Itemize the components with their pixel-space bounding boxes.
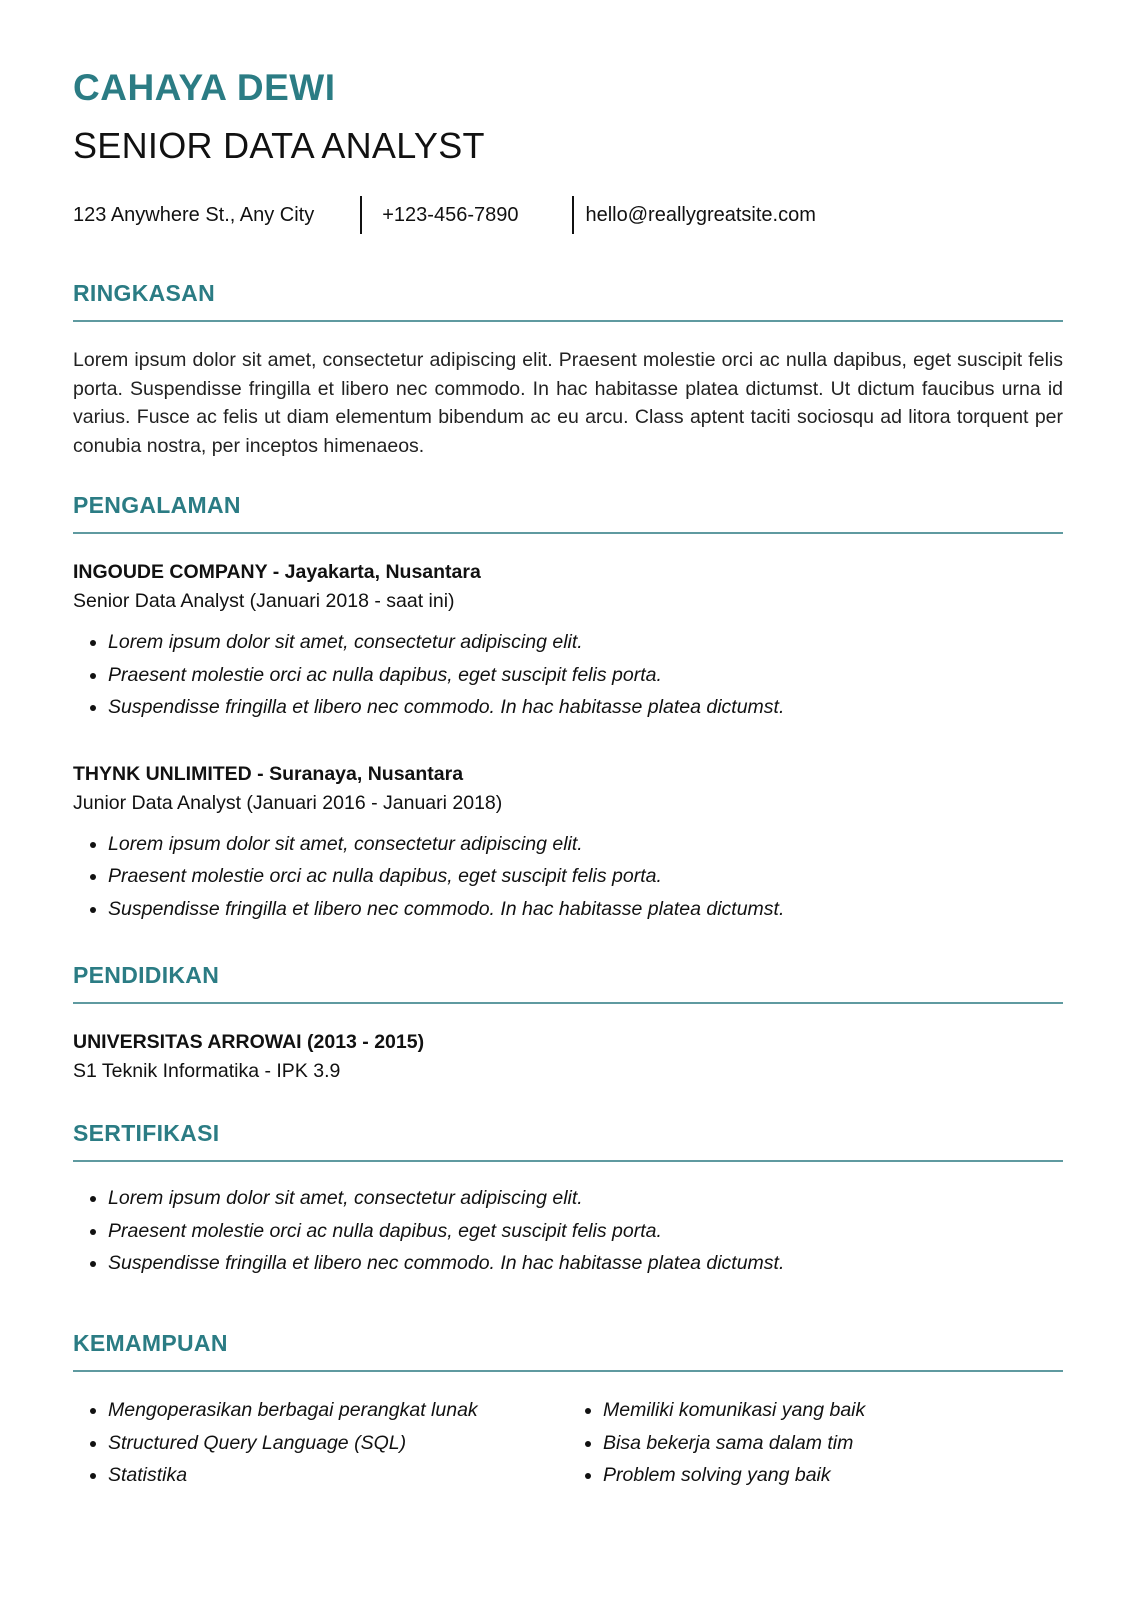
- list-item: Bisa bekerja sama dalam tim: [603, 1427, 1063, 1460]
- job-entry: [73, 558, 1063, 724]
- list-item: Suspendisse fringilla et libero nec commodo. In hac habitasse platea dictumst.: [108, 1247, 1063, 1280]
- list-item: Praesent molestie orci ac nulla dapibus, eget suscipit felis porta.: [108, 1215, 1063, 1248]
- list-item: Praesent molestie orci ac nulla dapibus, eget suscipit felis porta.: [108, 860, 1063, 893]
- job-bullets: [73, 626, 1063, 724]
- list-item: Mengoperasikan berbagai perangkat lunak: [108, 1394, 568, 1427]
- candidate-name: CAHAYA DEWI: [73, 67, 336, 108]
- certification-section: [73, 1118, 1063, 1280]
- job-company: THYNK UNLIMITED - Suranaya, Nusantara: [73, 762, 464, 785]
- job-role: Junior Data Analyst (Januari 2016 - Januari 2018): [73, 791, 503, 814]
- contact-address: 123 Anywhere St., Any City: [73, 203, 315, 226]
- skills-list-left: [73, 1394, 568, 1492]
- education-degree: S1 Teknik Informatika - IPK 3.9: [73, 1060, 341, 1082]
- education-school: UNIVERSITAS ARROWAI (2013 - 2015): [73, 1031, 425, 1053]
- list-item: Lorem ipsum dolor sit amet, consectetur adipiscing elit.: [108, 626, 1063, 659]
- section-rule: [73, 1002, 1063, 1004]
- section-rule: [73, 532, 1063, 534]
- certification-bullets: [73, 1182, 1063, 1280]
- summary-text: Lorem ipsum dolor sit amet, consectetur adipiscing elit. Praesent molestie orci ac nulla dapibus, eget suscipit felis porta. Suspendisse fringilla et libero nec commodo. In hac habitasse platea dictumst. Ut dictum faucibus urna id varius. Fusce ac felis ut diam elementum bibendum ac eu arcu. Class aptent taciti sociosqu ad litora torquent per conubia nostra, per inceptos himenaeos.: [73, 349, 1063, 457]
- skills-columns: [73, 1394, 1063, 1492]
- education-section: [73, 960, 1063, 1086]
- list-item: Lorem ipsum dolor sit amet, consectetur adipiscing elit.: [108, 828, 1063, 861]
- contact-row: [73, 196, 816, 234]
- contact-divider: [360, 196, 362, 234]
- section-heading-summary: RINGKASAN: [73, 280, 215, 306]
- job-entry: [73, 760, 1063, 926]
- section-heading-skills: KEMAMPUAN: [73, 1330, 228, 1356]
- skills-list-right: [568, 1394, 1063, 1492]
- list-item: Problem solving yang baik: [603, 1459, 1063, 1492]
- contact-phone: +123-456-7890: [382, 203, 519, 226]
- skills-section: [73, 1328, 1063, 1492]
- list-item: Lorem ipsum dolor sit amet, consectetur adipiscing elit.: [108, 1182, 1063, 1215]
- summary-section: [73, 278, 1063, 460]
- list-item: Memiliki komunikasi yang baik: [603, 1394, 1063, 1427]
- job-company: INGOUDE COMPANY - Jayakarta, Nusantara: [73, 561, 481, 583]
- list-item: Statistika: [108, 1459, 568, 1492]
- job-bullets: [73, 828, 1063, 926]
- section-rule: [73, 1160, 1063, 1162]
- job-title: SENIOR DATA ANALYST: [73, 125, 485, 166]
- list-item: Structured Query Language (SQL): [108, 1427, 568, 1460]
- contact-email: hello@reallygreatsite.com: [585, 203, 816, 226]
- section-heading-certification: SERTIFIKASI: [73, 1120, 220, 1146]
- experience-section: [73, 490, 1063, 925]
- section-rule: [73, 320, 1063, 322]
- list-item: Suspendisse fringilla et libero nec commodo. In hac habitasse platea dictumst.: [108, 691, 1063, 724]
- section-rule: [73, 1370, 1063, 1372]
- list-item: Praesent molestie orci ac nulla dapibus, eget suscipit felis porta.: [108, 659, 1063, 692]
- contact-divider: [572, 196, 574, 234]
- section-heading-experience: PENGALAMAN: [73, 492, 241, 518]
- section-heading-education: PENDIDIKAN: [73, 962, 220, 988]
- list-item: Suspendisse fringilla et libero nec commodo. In hac habitasse platea dictumst.: [108, 893, 1063, 926]
- job-role: Senior Data Analyst (Januari 2018 - saat ini): [73, 590, 455, 612]
